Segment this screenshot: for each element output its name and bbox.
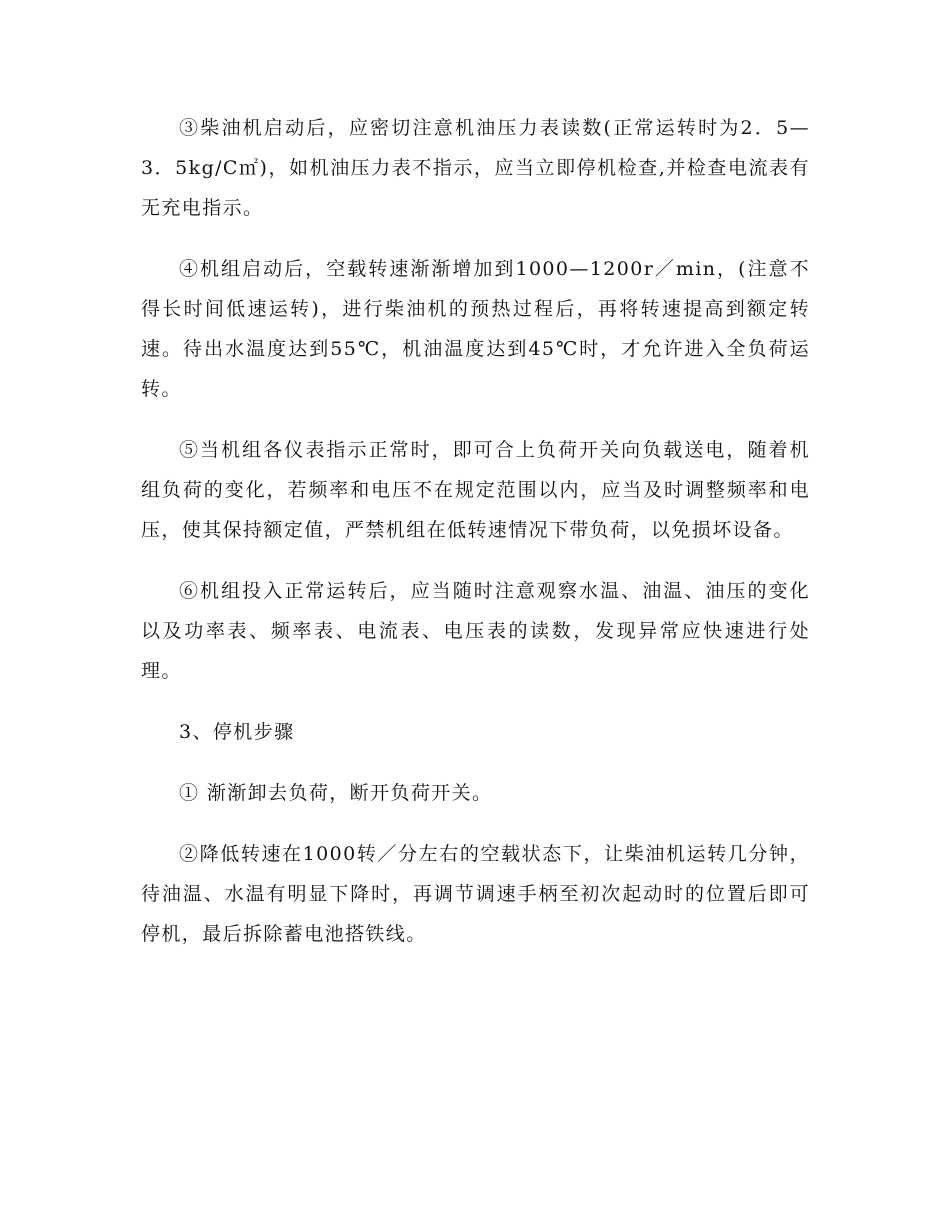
paragraph-unload: ① 渐渐卸去负荷，断开负荷开关。 (179, 782, 493, 804)
paragraph-monitoring: ⑥机组投入正常运转后，应当随时注意观察水温、油温、油压的变化以及功率表、频率表、电流表、电压表的读数，发现异常应快速进行处理。 (141, 580, 810, 682)
section-heading-shutdown: 3、停机步骤 (179, 721, 295, 743)
paragraph-shutdown: ②降低转速在1000转／分左右的空载状态下，让柴油机运转几分钟，待油温、水温有明显下降时，再调节调速手柄至初次起动时的位置后即可停机，最后拆除蓄电池搭铁线。 (141, 843, 810, 945)
paragraph-idle-warmup: ④机组启动后，空载转速渐渐增加到1000—1200r／min，(注意不得长时间低速运转)，进行柴油机的预热过程后，再将转速提高到额定转速。待出水温度达到55℃，机油温度达到45℃时，才允许进入全负荷运转。 (141, 258, 810, 400)
paragraph-load-supply: ⑤当机组各仪表指示正常时，即可合上负荷开关向负载送电，随着机组负荷的变化，若频率和电压不在规定范围以内，应当及时调整频率和电压，使其保持额定值，严禁机组在低转速情况下带负荷，以免损坏设备。 (141, 439, 810, 541)
document-body (141, 108, 810, 975)
paragraph-oil-pressure: ③柴油机启动后，应密切注意机油压力表读数(正常运转时为2．5—3．5kg/C㎡)，如机油压力表不指示，应当立即停机检查,并检查电流表有无充电指示。 (141, 117, 810, 219)
